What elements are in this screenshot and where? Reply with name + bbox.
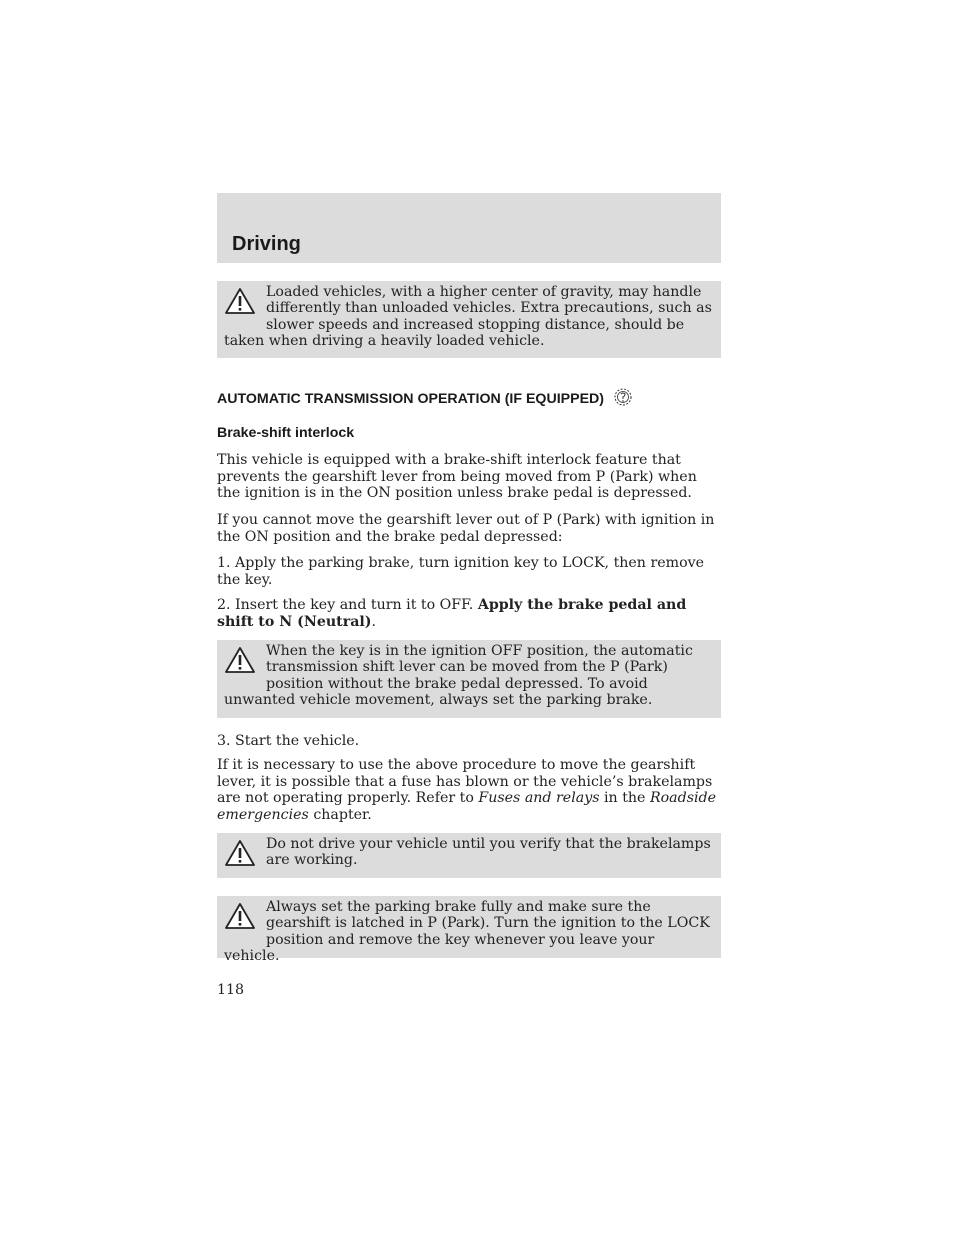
gearshift-icon	[612, 386, 634, 412]
warning-triangle-icon	[224, 286, 256, 318]
chapter-header	[217, 193, 721, 263]
paragraph: If you cannot move the gearshift lever out of P (Park) with ignition in the ON position and the brake pedal depressed:	[217, 512, 715, 545]
warning-text: Do not drive your vehicle until you verify that the brakelamps are working.	[266, 836, 711, 869]
chapter-title: Driving	[232, 233, 301, 255]
warning-text: When the key is in the ignition OFF position, the automatic transmission shift lever can be moved from the P (Park) position without the brake pedal depressed. To avoid unwanted vehicle movement, always set the parking brake.	[224, 643, 693, 709]
warning-box	[217, 896, 721, 965]
step-1: 1. Apply the parking brake, turn ignition key to LOCK, then remove the key.	[217, 555, 705, 588]
warning-triangle-icon	[224, 645, 256, 677]
step-2: 2. Insert the key and turn it to OFF. Apply the brake pedal and shift to N (Neutral).	[217, 597, 687, 630]
subheading: Brake-shift interlock	[217, 425, 355, 441]
paragraph: This vehicle is equipped with a brake-shift interlock feature that prevents the gearshift lever from being moved from P (Park) when the ignition is in the ON position unless brake pedal is depressed.	[217, 452, 697, 501]
warning-box	[217, 640, 721, 718]
warning-triangle-icon	[224, 838, 256, 870]
step-3: 3. Start the vehicle.	[217, 733, 360, 749]
warning-box	[217, 833, 721, 878]
warning-text: Always set the parking brake fully and make sure the gearshift is latched in P (Park). Turn the ignition to the LOCK position and remove the key whenever you leave your vehicle.	[224, 899, 710, 965]
warning-triangle-icon	[224, 901, 256, 933]
warning-box	[217, 281, 721, 358]
paragraph: If it is necessary to use the above procedure to move the gearshift lever, it is possible that a fuse has blown or the vehicle’s brakelamps are not operating properly. Refer to Fuses and relays in the Roadside emergencies chapter.	[217, 757, 717, 823]
section-heading: AUTOMATIC TRANSMISSION OPERATION (IF EQUIPPED)	[217, 386, 634, 412]
page-number: 118	[217, 982, 245, 998]
warning-text: Loaded vehicles, with a higher center of gravity, may handle differently than unloaded vehicles. Extra precautions, such as slower speeds and increased stopping distance, should be taken when driving a heavily loaded vehicle.	[224, 284, 712, 350]
